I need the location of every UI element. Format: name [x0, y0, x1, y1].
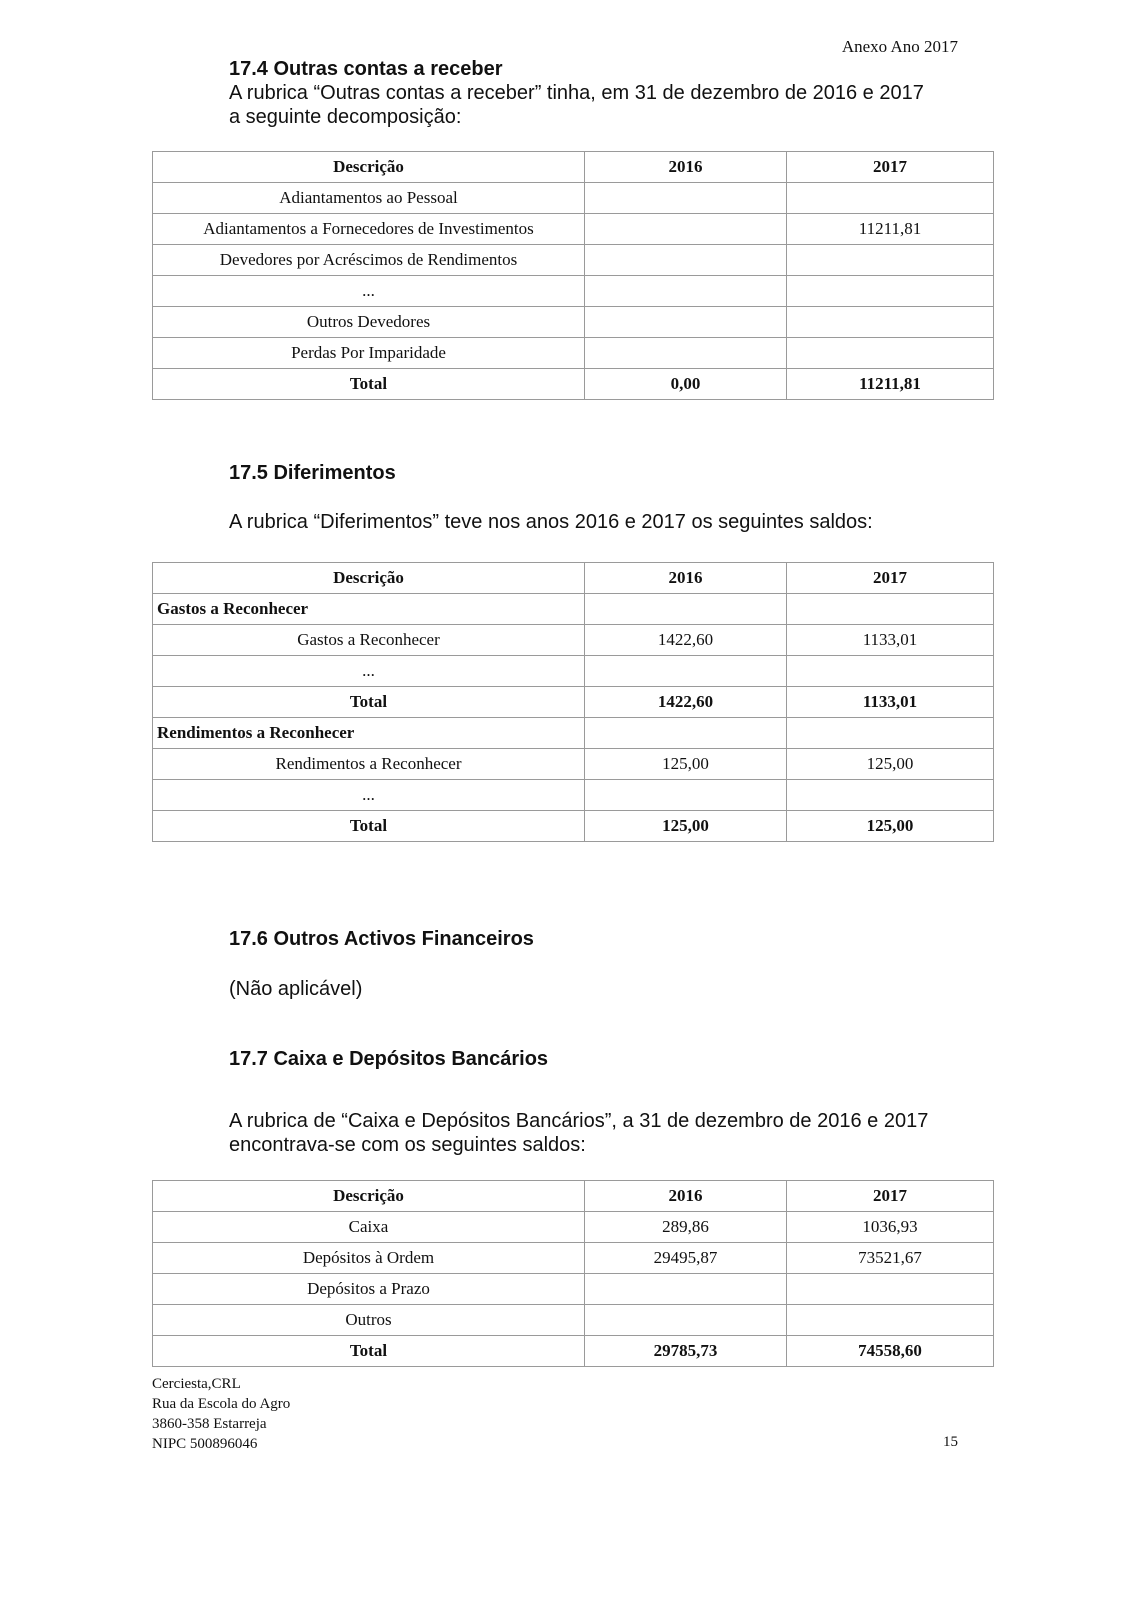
value-2016: [585, 307, 787, 338]
row-label: ...: [153, 780, 585, 811]
table-group-row: [153, 718, 994, 749]
value-2016: [585, 338, 787, 369]
table-row: [153, 1274, 994, 1305]
table-diferimentos: [152, 562, 994, 842]
header-cell-2017: 2017: [787, 563, 994, 594]
value-2017: [787, 276, 994, 307]
section-17-6-title: 17.6 Outros Activos Financeiros: [229, 928, 534, 950]
table-total-row: [153, 1336, 994, 1367]
table-total-row: [153, 811, 994, 842]
table-row: [153, 214, 994, 245]
value-2016: [585, 245, 787, 276]
value-2017: [787, 1274, 994, 1305]
group-label-gastos: Gastos a Reconhecer: [153, 594, 585, 625]
section-17-7-title: 17.7 Caixa e Depósitos Bancários: [229, 1048, 549, 1070]
total-2016: 29785,73: [585, 1336, 787, 1367]
section-17-4-intro-line1: A rubrica “Outras contas a receber” tinha, em 31 de dezembro de 2016 e 2017: [229, 82, 924, 104]
footer-city: 3860-358 Estarreja: [152, 1416, 267, 1432]
group-label-rendimentos: Rendimentos a Reconhecer: [153, 718, 585, 749]
header-cell-2017: 2017: [787, 1181, 994, 1212]
section-17-7-intro: [229, 1109, 928, 1157]
header-cell-2017: 2017: [787, 152, 994, 183]
total-2016: 125,00: [585, 811, 787, 842]
row-label: Adiantamentos a Fornecedores de Investimentos: [153, 214, 585, 245]
row-label: Adiantamentos ao Pessoal: [153, 183, 585, 214]
value-2017: [787, 183, 994, 214]
row-label: Gastos a Reconhecer: [153, 625, 585, 656]
table-row: [153, 276, 994, 307]
total-label: Total: [153, 811, 585, 842]
table-row: [153, 1305, 994, 1336]
table-group-row: [153, 594, 994, 625]
table-caixa-depositos: [152, 1180, 994, 1367]
footer-company: Cerciesta,CRL: [152, 1376, 241, 1392]
value-2016: [585, 276, 787, 307]
value-2017: [787, 307, 994, 338]
value-2017: [787, 245, 994, 276]
value-2016: 125,00: [585, 749, 787, 780]
row-label: Depósitos a Prazo: [153, 1274, 585, 1305]
total-label: Total: [153, 369, 585, 400]
page-number: 15: [943, 1434, 958, 1450]
header-cell-descricao: Descrição: [153, 1181, 585, 1212]
row-label: Perdas Por Imparidade: [153, 338, 585, 369]
section-17-7-intro-line2: encontrava-se com os seguintes saldos:: [229, 1134, 586, 1156]
table-header-row: [153, 1181, 994, 1212]
row-label: Rendimentos a Reconhecer: [153, 749, 585, 780]
value-2016: [585, 183, 787, 214]
value-2017: [787, 656, 994, 687]
header-cell-descricao: Descrição: [153, 152, 585, 183]
section-17-5-title: 17.5 Diferimentos: [229, 462, 396, 484]
total-2017: 1133,01: [787, 687, 994, 718]
value-2016: 1422,60: [585, 625, 787, 656]
value-2017: [787, 780, 994, 811]
total-2016: 0,00: [585, 369, 787, 400]
table-row: [153, 183, 994, 214]
value-2016: [585, 1274, 787, 1305]
section-17-6-text: (Não aplicável): [229, 978, 363, 1000]
row-label: Devedores por Acréscimos de Rendimentos: [153, 245, 585, 276]
footer-address-block: [152, 1374, 290, 1454]
row-label: ...: [153, 656, 585, 687]
table-row: [153, 625, 994, 656]
value-2017: 1036,93: [787, 1212, 994, 1243]
table-header-row: [153, 563, 994, 594]
section-17-7-intro-line1: A rubrica de “Caixa e Depósitos Bancários”, a 31 de dezembro de 2016 e 2017: [229, 1110, 929, 1132]
table-row: [153, 1243, 994, 1274]
table-row: [153, 656, 994, 687]
table-header-row: [153, 152, 994, 183]
table-row: [153, 245, 994, 276]
header-cell-descricao: Descrição: [153, 563, 585, 594]
header-cell-2016: 2016: [585, 563, 787, 594]
row-label: Outros Devedores: [153, 307, 585, 338]
total-2017: 125,00: [787, 811, 994, 842]
table-total-row: [153, 369, 994, 400]
table-outras-contas-a-receber: [152, 151, 994, 400]
value-2017: 1133,01: [787, 625, 994, 656]
row-label: Caixa: [153, 1212, 585, 1243]
section-17-4-intro: [229, 81, 924, 129]
row-label: Depósitos à Ordem: [153, 1243, 585, 1274]
footer-nipc: NIPC 500896046: [152, 1436, 258, 1452]
total-label: Total: [153, 687, 585, 718]
total-2017: 74558,60: [787, 1336, 994, 1367]
value-2016: [585, 780, 787, 811]
section-17-4-intro-line2: a seguinte decomposição:: [229, 106, 462, 128]
footer-street: Rua da Escola do Agro: [152, 1396, 291, 1412]
table-row: [153, 780, 994, 811]
table-row: [153, 749, 994, 780]
total-label: Total: [153, 1336, 585, 1367]
value-2016: [585, 1305, 787, 1336]
value-2017: 125,00: [787, 749, 994, 780]
document-header-label: Anexo Ano 2017: [841, 37, 958, 56]
header-cell-2016: 2016: [585, 152, 787, 183]
value-2017: 11211,81: [787, 214, 994, 245]
table-row: [153, 307, 994, 338]
section-17-5-intro: A rubrica “Diferimentos” teve nos anos 2016 e 2017 os seguintes saldos:: [229, 511, 873, 533]
value-2016: [585, 656, 787, 687]
value-2017: [787, 1305, 994, 1336]
value-2017: 73521,67: [787, 1243, 994, 1274]
section-17-4-title: 17.4 Outras contas a receber: [229, 58, 503, 80]
value-2016: 289,86: [585, 1212, 787, 1243]
table-row: [153, 338, 994, 369]
total-2016: 1422,60: [585, 687, 787, 718]
row-label: Outros: [153, 1305, 585, 1336]
header-cell-2016: 2016: [585, 1181, 787, 1212]
row-label: ...: [153, 276, 585, 307]
value-2017: [787, 338, 994, 369]
total-2017: 11211,81: [787, 369, 994, 400]
table-total-row: [153, 687, 994, 718]
value-2016: 29495,87: [585, 1243, 787, 1274]
value-2016: [585, 214, 787, 245]
table-row: [153, 1212, 994, 1243]
